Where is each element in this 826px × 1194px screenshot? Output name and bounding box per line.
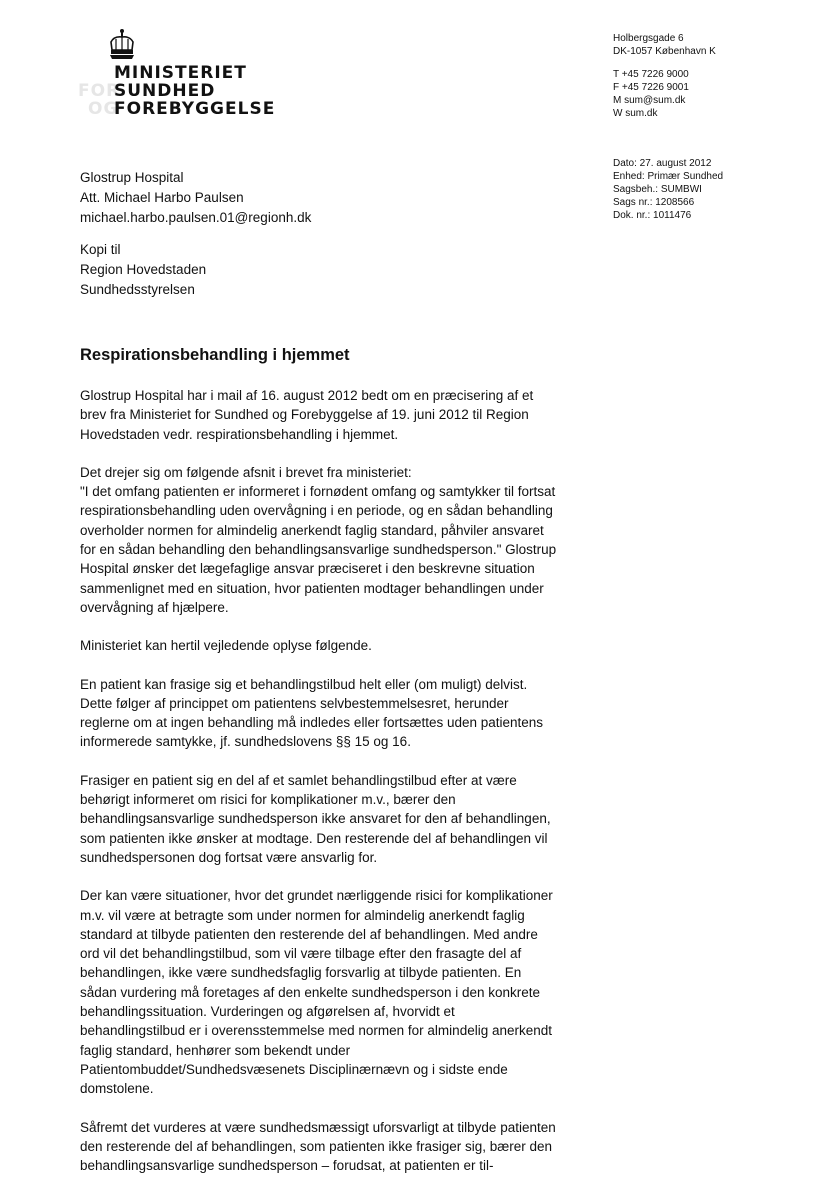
paragraph: En patient kan frasige sig et behandlingstilbud helt eller (om muligt) delvist. Dette følger af princippet om patientens selvbestemmelsesret, herunder reglerne om at ingen behandling må indledes eller fortsættes uden patientens informerede samtykke, jf. sundhedslovens §§ 15 og 16. bbox=[80, 676, 544, 750]
recipient-org: Glostrup Hospital bbox=[80, 170, 184, 185]
logo-line-ministeriet: MINISTERIET bbox=[114, 63, 247, 83]
logo-line-sundhed: SUNDHED bbox=[114, 81, 216, 101]
meta-handler: Sagsbeh.: SUMBWI bbox=[613, 184, 702, 195]
logo-ghost-for: FOR bbox=[78, 81, 121, 101]
paragraph: Frasiger en patient sig en del af et samlet behandlingstilbud efter at være behørigt informeret om risici for komplikationer m.v., bærer den behandlingsansvarlige sundhedsperson ikke ansvaret for den af behandlingen, som patienten ikke ønsker at modtage. Den resterende del af behandlingen vil sundhedspersonen dog fortsat være ansvarlig for. bbox=[80, 772, 551, 865]
paragraph: Såfremt det vurderes at være sundhedsmæssigt uforsvarligt at tilbyde patienten den resterende del af behandlingen, som patienten ikke frasiger sig, bærer den behandlingsansvarlige sundhedsperson – forudsat, at patienten er til- bbox=[80, 1119, 556, 1174]
meta-case-number: Sags nr.: 1208566 bbox=[613, 197, 695, 208]
logo-wordmark bbox=[114, 64, 275, 118]
sender-address bbox=[613, 32, 716, 120]
logo-ghost-og: OG bbox=[88, 99, 119, 119]
copy-label: Kopi til bbox=[80, 242, 121, 257]
recipient-email: michael.harbo.paulsen.01@regionh.dk bbox=[80, 210, 312, 225]
copy-recipient-board: Sundhedsstyrelsen bbox=[80, 282, 195, 297]
meta-document-number: Dok. nr.: 1011476 bbox=[613, 210, 692, 221]
sender-fax: F +45 7226 9001 bbox=[613, 82, 689, 93]
sender-phone: T +45 7226 9000 bbox=[613, 69, 689, 80]
letter-body bbox=[80, 386, 560, 1194]
ministry-logo bbox=[78, 28, 278, 128]
crown-icon bbox=[108, 28, 136, 62]
sender-web: W sum.dk bbox=[613, 108, 658, 119]
letter-title: Respirationsbehandling i hjemmet bbox=[80, 346, 350, 364]
paragraph: Det drejer sig om følgende afsnit i brevet fra ministeriet: "I det omfang patienten er informeret i fornødent omfang og samtykker til fortsat respirationsbehandling uden overvågning i en periode, og en sådan behandling overholder normen for almindelig anerkendt faglig standard, påhviler ansvaret for en sådan behandling den behandlingsansvarlige sundhedsperson." Glostrup Hospital ønsker det lægefaglige ansvar præciseret i den beskrevne situation sammenlignet med en situation, hvor patienten modtager behandlingen under overvågning af hjælpere. bbox=[80, 464, 557, 615]
logo-line-forebyggelse: FOREBYGGELSE bbox=[114, 99, 276, 119]
copy-recipient-region: Region Hovedstaden bbox=[80, 262, 207, 277]
sender-city: DK-1057 København K bbox=[613, 46, 716, 57]
sender-mail: M sum@sum.dk bbox=[613, 95, 686, 106]
recipient-block bbox=[80, 168, 311, 228]
paragraph: Glostrup Hospital har i mail af 16. august 2012 bedt om en præcisering af et brev fra Ministeriet for Sundhed og Forebyggelse af 19. juni 2012 til Region Hovedstaden vedr. respirationsbehandling i hjemmet. bbox=[80, 388, 534, 442]
meta-date: Dato: 27. august 2012 bbox=[613, 158, 712, 169]
recipient-attention: Att. Michael Harbo Paulsen bbox=[80, 190, 244, 205]
sender-street: Holbergsgade 6 bbox=[613, 33, 684, 44]
document-meta bbox=[613, 157, 723, 222]
meta-unit: Enhed: Primær Sundhed bbox=[613, 171, 724, 182]
copy-block bbox=[80, 240, 206, 300]
paragraph: Der kan være situationer, hvor det grundet nærliggende risici for komplikationer m.v. vil være at betragte som under normen for almindelig anerkendt faglig standard at tilbyde patienten den resterende del af behandlingen. Med andre ord vil det behandlingstilbud, som vil være tilbage efter den frasagte del af behandlingen, ikke være sundhedsfaglig forsvarlig at tilbyde patienten. En sådan vurdering må foretages af den enkelte sundhedsperson i den konkrete behandlingssituation. Vurderingen og afgørelsen af, hvorvidt et behandlingstilbud er i overensstemmelse med normen for almindelig anerkendt faglig standard, henhører som bekendt under Patientombuddet/Sundhedsvæsenets Disciplinærnævn og i sidste ende domstolene. bbox=[80, 888, 553, 1097]
paragraph: Ministeriet kan hertil vejledende oplyse følgende. bbox=[80, 638, 372, 654]
